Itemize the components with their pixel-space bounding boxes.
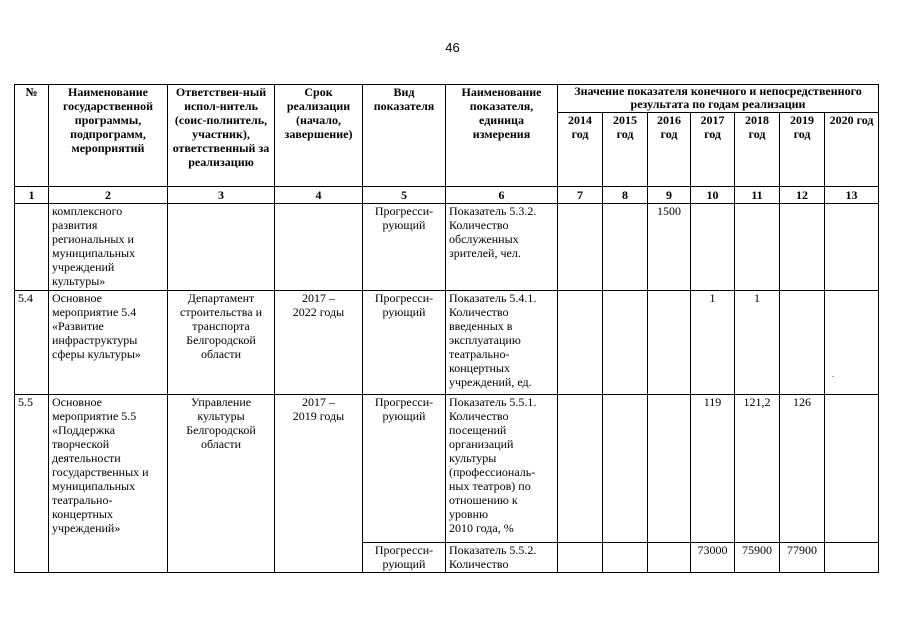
header-year-2016: 2016 год: [648, 113, 691, 187]
value-2015: [603, 291, 648, 395]
value-2020: [825, 395, 879, 543]
indicator-kind: Прогресси- рующий: [363, 291, 446, 395]
header-year-2019: 2019 год: [780, 113, 825, 187]
indicator-kind: Прогресси- рующий: [363, 395, 446, 543]
value-2014: [558, 395, 603, 543]
table-row: [15, 204, 879, 291]
value-2018: 75900: [735, 543, 780, 573]
scan-mark: .: [832, 370, 834, 379]
col-number: 10: [691, 187, 735, 204]
indicator-name: Показатель 5.5.2. Количество: [446, 543, 558, 573]
value-2016: [648, 291, 691, 395]
row-number: [15, 204, 49, 291]
indicators-table: [14, 84, 879, 573]
header-term: Срок реализации (начало, завершение): [275, 85, 363, 187]
row-number: 5.4: [15, 291, 49, 395]
value-2015: [603, 204, 648, 291]
column-numbers-row: [15, 187, 879, 204]
value-2018: 1: [735, 291, 780, 395]
value-2018: [735, 204, 780, 291]
term: 2017 – 2022 годы: [275, 291, 363, 395]
value-2017: 119: [691, 395, 735, 543]
header-year-2018: 2018 год: [735, 113, 780, 187]
indicator-name: Показатель 5.5.1. Количество посещений организаций культуры (профессиональ- ных театров) по отношению к уровню 2010 года, %: [446, 395, 558, 543]
value-2014: [558, 204, 603, 291]
responsible: [168, 204, 275, 291]
row-number: 5.5: [15, 395, 49, 573]
term: 2017 – 2019 годы: [275, 395, 363, 573]
responsible: Управление культуры Белгородской области: [168, 395, 275, 573]
header-number: №: [15, 85, 49, 187]
col-number: 12: [780, 187, 825, 204]
value-2014: [558, 543, 603, 573]
col-number: 5: [363, 187, 446, 204]
value-2016: [648, 543, 691, 573]
col-number: 1: [15, 187, 49, 204]
col-number: 9: [648, 187, 691, 204]
responsible: Департамент строительства и транспорта Белгородской области: [168, 291, 275, 395]
value-2020: [825, 543, 879, 573]
col-number: 8: [603, 187, 648, 204]
value-2020: [825, 204, 879, 291]
col-number: 4: [275, 187, 363, 204]
header-program-name: Наименование государственной программы, подпрограмм, мероприятий: [49, 85, 168, 187]
col-number: 13: [825, 187, 879, 204]
value-2019: [780, 291, 825, 395]
value-2014: [558, 291, 603, 395]
header-year-2014: 2014 год: [558, 113, 603, 187]
value-2017: 73000: [691, 543, 735, 573]
value-2019: 77900: [780, 543, 825, 573]
indicator-name: Показатель 5.3.2. Количество обслуженных зрителей, чел.: [446, 204, 558, 291]
col-number: 6: [446, 187, 558, 204]
value-2016: 1500: [648, 204, 691, 291]
value-2015: [603, 543, 648, 573]
indicator-name: Показатель 5.4.1. Количество введенных в эксплуатацию театрально- концертных учреждений, ед.: [446, 291, 558, 395]
indicator-kind: Прогресси- рующий: [363, 543, 446, 573]
program-name: Основное мероприятие 5.4 «Развитие инфраструктуры сферы культуры»: [49, 291, 168, 395]
program-name: комплексного развития региональных и муниципальных учреждений культуры»: [49, 204, 168, 291]
header-year-2020: 2020 год: [825, 113, 879, 187]
header-year-2017: 2017 год: [691, 113, 735, 187]
col-number: 2: [49, 187, 168, 204]
value-2017: [691, 204, 735, 291]
value-2015: [603, 395, 648, 543]
col-number: 11: [735, 187, 780, 204]
header-indicator-name: Наименование показателя, единица измерения: [446, 85, 558, 187]
table-row: [15, 291, 879, 395]
page-number: 46: [445, 40, 460, 55]
value-2019: [780, 204, 825, 291]
value-2018: 121,2: [735, 395, 780, 543]
value-2016: [648, 395, 691, 543]
value-2017: 1: [691, 291, 735, 395]
term: [275, 204, 363, 291]
header-year-2015: 2015 год: [603, 113, 648, 187]
col-number: 3: [168, 187, 275, 204]
indicator-kind: Прогресси- рующий: [363, 204, 446, 291]
header-values-group: Значение показателя конечного и непосредственного результата по годам реализации: [558, 85, 879, 113]
header-indicator-kind: Вид показателя: [363, 85, 446, 187]
table-row: [15, 395, 879, 543]
col-number: 7: [558, 187, 603, 204]
program-name: Основное мероприятие 5.5 «Поддержка творческой деятельности государственных и муниципальных театрально- концертных учреждений»: [49, 395, 168, 573]
value-2019: 126: [780, 395, 825, 543]
header-responsible: Ответствен-ный испол-нитель (соис-полнитель, участник), ответственный за реализацию: [168, 85, 275, 187]
